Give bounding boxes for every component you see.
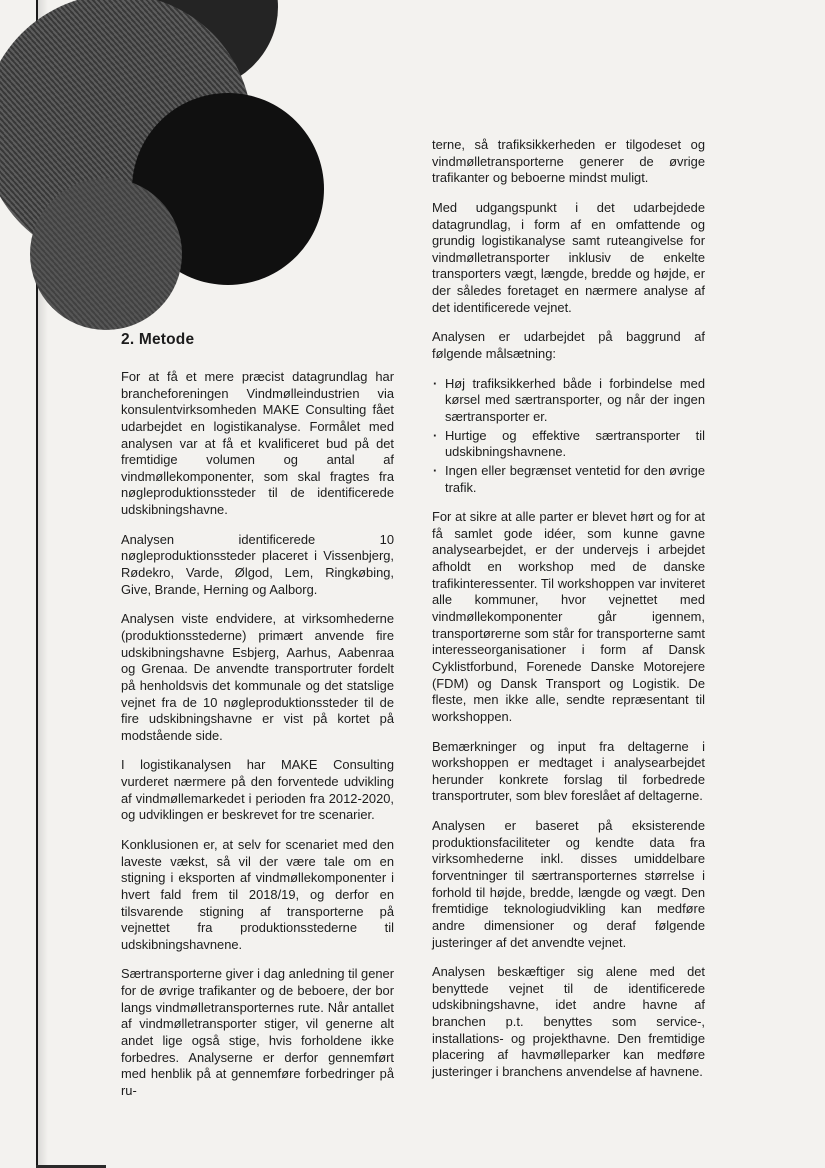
- right-column: [432, 137, 705, 1094]
- bullet-text: Hurtige og effektive særtransporter til udskibningshavnene.: [445, 427, 705, 460]
- paragraph-left-1: For at få et mere præcist datagrundlag har brancheforeningen Vindmølleindustrien via konsulentvirksomheden MAKE Consulting fået udarbejdet en logistikanalyse. Formålet med analysen var at få et kvalificeret bud på det fremtidige volumen og antal af vindmøllekomponenter, som skal fragtes fra nøgleproduktionssteder til de identificerede udskibningshavne.: [121, 368, 394, 518]
- decor-circle-gray-icon: [30, 178, 182, 330]
- paragraph-right-3: For at sikre at alle parter er blevet hørt og for at få samlet gode idéer, som kunne gavne analysearbejdet, er der undervejs i arbejdet afholdt en workshop med de danske trafikinteressenter. Til workshoppen var inviteret alle kommuner, hvor vejnettet med vindmøllekomponenter går igennem, transportørerne som står for transporterne samt interesseorganisationer i form af Dansk Cyklistforbund, Forenede Danske Motorejere (FDM) og Dansk Transport og Logistik. De fleste, men ikke alle, sendte repræsentant til workshoppen.: [432, 509, 705, 724]
- paragraph-left-5: Konklusionen er, at selv for scenariet med den laveste vækst, så vil der være tale om en stigning i eksporten af vindmøllekomponenter i hvert fald frem til 2018/19, og derfor en tilsvarende stigning af transporterne på vejnettet fra produktionsstederne til udskibningshavnene.: [121, 837, 394, 952]
- paragraph-right-1: terne, så trafiksikkerheden er tilgodeset og vindmølletransporterne generer de øvrige trafikanter og beboerne mindst muligt.: [432, 137, 705, 186]
- paragraph-left-6: Særtransporterne giver i dag anledning til gener for de øvrige trafikanter og de beboere, der bor langs vindmølletransporternes rute. Når antallet af vindmølletransporter stiger, vil generne alt andet lige også stige, hvis forholdene ikke forbedres. Analyserne er derfor gennemført med henblik på at gennemføre forbedringer på ru-: [121, 966, 395, 1098]
- bullet-icon: ·: [433, 462, 438, 478]
- list-item: [432, 463, 705, 496]
- list-item: [432, 428, 705, 461]
- bullet-icon: ·: [433, 427, 438, 443]
- paragraph-left-4: I logistikanalysen har MAKE Consulting vurderet nærmere på den forventede udvikling af vindmøllemarkedet i perioden fra 2012-2020, og udviklingen er beskrevet for tre scenarier.: [121, 757, 394, 823]
- paragraph-right-4: Bemærkninger og input fra deltagerne i workshoppen er medtaget i analysearbejdet herunder konkrete forslag til forbedrede transportruter, som blev foreslået af deltagerne.: [432, 738, 705, 804]
- paragraph-right-6: Analysen beskæftiger sig alene med det benyttede vejnet til de identificerede udskibningshavne, idet andre havne af branchen p.t. benyttes som service-, installations- og projekthavne. Den fremtidige placering af havmølleparker kan medføre justeringer i branchens anvendelse af havnene.: [432, 964, 705, 1080]
- paragraph-goal-intro: Analysen er udarbejdet på baggrund af følgende målsætning:: [432, 329, 705, 362]
- paragraph-right-5: Analysen er baseret på eksisterende produktionsfaciliteter og kendte data fra virksomhederne inkl. disses umiddelbare forventninger til særtransporternes størrelse i forhold til højde, bredde, længde og vægt. Den fremtidige teknologiudvikling kan medføre andre dimensioner og deraf følgende justeringer af det anvendte vejnet.: [432, 818, 705, 950]
- left-column: [121, 330, 394, 1113]
- paragraph-left-3: Analysen viste endvidere, at virksomhederne (produktionsstederne) primært anvende fire udskibningshavne Esbjerg, Aarhus, Aabenraa og Grenaa. De anvendte transportruter fordelt på henholdsvis det kommunale og det statslige vejnet fra de 10 nøgleproduktionssteder til de fire udskibningshavne er vist på kortet på modstående side.: [121, 611, 394, 743]
- bullet-icon: ·: [433, 375, 438, 391]
- list-item: [432, 376, 705, 426]
- goal-bullet-list: [432, 376, 705, 496]
- paragraph-left-2: Analysen identificerede 10 nøgleproduktionssteder placeret i Vissenbjerg, Rødekro, Varde, Ølgod, Lem, Ringkøbing, Give, Brande, Herning og Aalborg.: [121, 531, 394, 597]
- decorative-circles: [0, 0, 400, 360]
- bullet-text: Høj trafiksikkerhed både i forbindelse med kørsel med særtransporter, og når der ingen særtransporter er.: [445, 375, 705, 424]
- section-heading: 2. Metode: [121, 331, 195, 348]
- paragraph-right-2: Med udgangspunkt i det udarbejdede datagrundlag, i form af en omfattende og grundig logistikanalyse samt ruteangivelse for vindmølletransporter inklusiv de enkelte transporters vægt, længde, bredde og højde, er der således foretaget en nærmere analyse af det identificerede vejnet.: [432, 199, 705, 315]
- bullet-text: Ingen eller begrænset ventetid for den øvrige trafik.: [445, 462, 705, 495]
